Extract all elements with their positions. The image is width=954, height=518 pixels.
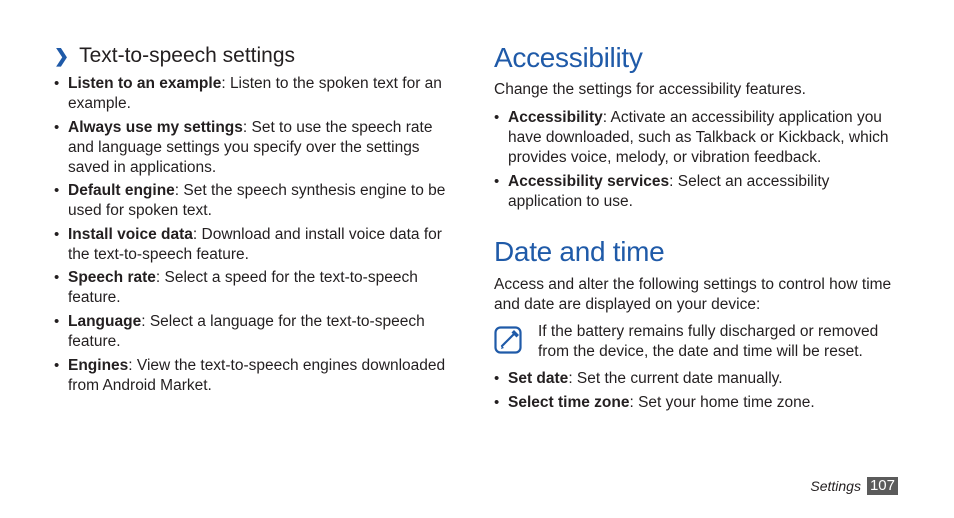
- list-item: [52, 181, 456, 221]
- accessibility-intro: Change the settings for accessibility features.: [494, 81, 806, 98]
- list-item: [52, 312, 456, 352]
- footer-section-label: Settings: [810, 478, 861, 494]
- date-time-list: [492, 369, 902, 416]
- item-desc: : Select a speed for the text-to-speech feature.: [68, 269, 418, 307]
- tts-settings-list: [52, 74, 456, 399]
- chevron-right-icon: ❯: [54, 46, 70, 66]
- bullet-icon: •: [54, 118, 60, 136]
- bullet-icon: •: [54, 225, 60, 243]
- accessibility-title: Accessibility: [494, 42, 643, 73]
- item-desc: : Select an accessibility application to use.: [508, 172, 830, 210]
- date-time-title: Date and time: [494, 236, 665, 267]
- item-desc: : Set the current date manually.: [568, 370, 783, 387]
- item-term: Language: [68, 312, 142, 330]
- item-term: Default engine: [68, 182, 175, 200]
- list-item: [52, 74, 456, 114]
- item-desc: : View the text-to-speech engines downloaded from Android Market.: [68, 356, 446, 394]
- item-desc: : Activate an accessibility application you have downloaded, such as Talkback or Kickback, which provides voice, melody, or vibration feedback.: [508, 109, 889, 166]
- bullet-icon: •: [494, 172, 500, 190]
- item-desc: : Set your home time zone.: [629, 393, 815, 411]
- bullet-icon: •: [54, 182, 60, 200]
- item-term: Engines: [68, 356, 129, 374]
- tts-settings-heading: [54, 44, 295, 68]
- accessibility-list: [492, 108, 902, 215]
- item-term: Select time zone: [508, 393, 630, 411]
- page-footer: [810, 477, 898, 495]
- list-item: [492, 369, 902, 389]
- item-term: Accessibility services: [508, 172, 670, 190]
- item-term: Install voice data: [68, 225, 193, 243]
- item-term: Accessibility: [508, 109, 603, 126]
- bullet-icon: •: [54, 75, 60, 92]
- item-desc: : Set the speech synthesis engine to be used for spoken text.: [68, 182, 446, 220]
- item-desc: : Download and install voice data for the text-to-speech feature.: [68, 225, 442, 263]
- bullet-icon: •: [494, 109, 500, 126]
- item-term: Speech rate: [68, 269, 156, 287]
- item-term: Always use my settings: [68, 118, 243, 136]
- page-number-badge: 107: [867, 477, 898, 495]
- tts-settings-heading-text: Text-to-speech settings: [79, 44, 296, 67]
- item-desc: : Set to use the speech rate and language settings you specify over the settings saved in applications.: [68, 118, 433, 176]
- note-box: [494, 322, 904, 364]
- list-item: [52, 268, 456, 308]
- list-item: [52, 118, 456, 178]
- note-pencil-icon: [494, 325, 524, 355]
- item-desc: : Select a language for the text-to-speech feature.: [68, 312, 425, 350]
- item-desc: : Listen to the spoken text for an example.: [68, 75, 442, 112]
- bullet-icon: •: [494, 370, 500, 387]
- list-item: [52, 356, 456, 396]
- note-text: If the battery remains fully discharged or removed from the device, the date and time will be reset.: [538, 323, 879, 360]
- list-item: [52, 225, 456, 265]
- date-time-intro: Access and alter the following settings to control how time and date are displayed on your device:: [494, 276, 892, 313]
- list-item: [492, 172, 902, 212]
- bullet-icon: •: [54, 356, 60, 374]
- bullet-icon: •: [54, 312, 60, 330]
- bullet-icon: •: [494, 393, 500, 411]
- item-term: Set date: [508, 370, 569, 387]
- list-item: [492, 108, 902, 168]
- item-term: Listen to an example: [68, 75, 222, 92]
- list-item: [492, 393, 902, 413]
- bullet-icon: •: [54, 269, 60, 287]
